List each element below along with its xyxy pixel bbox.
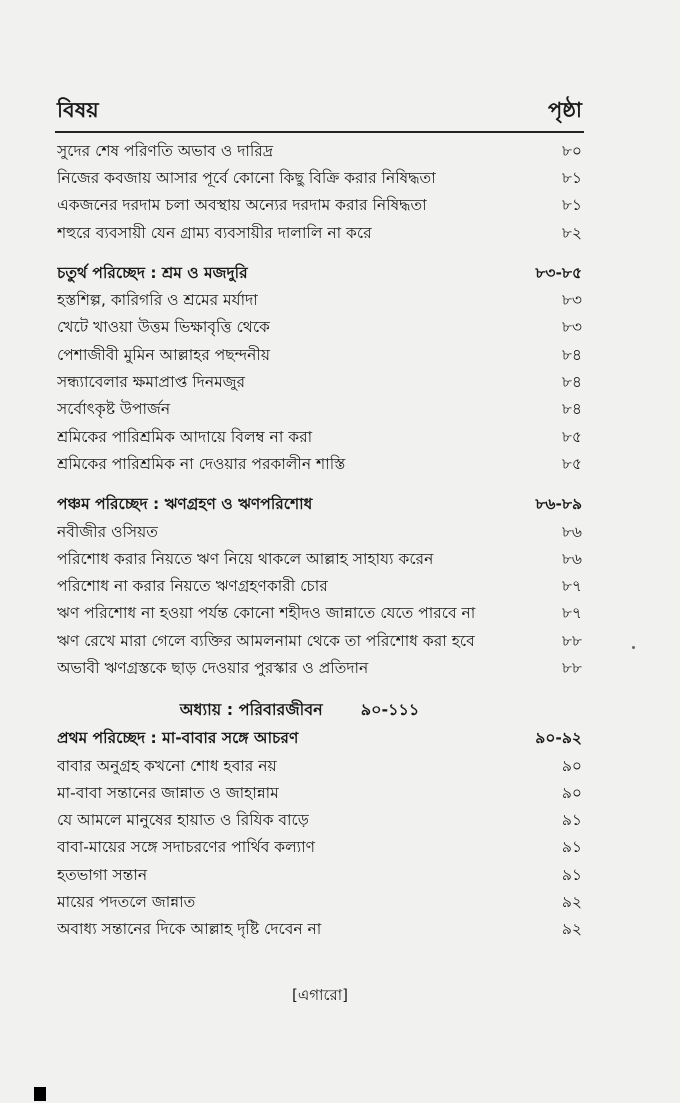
header-rule (55, 131, 584, 133)
entry-title: যে আমলে মানুষের হায়াত ও রিযিক বাড়ে (57, 811, 309, 830)
entry-title: বাবা-মায়ের সঙ্গে সদাচরণের পার্থিব কল্যাণ (57, 838, 316, 857)
toc-entry (57, 546, 582, 573)
toc-entry (57, 315, 582, 342)
entry-title: পরিশোধ করার নিয়তে ঋণ নিয়ে থাকলে আল্লাহ সাহায্য করেন (57, 549, 434, 568)
entry-title: মায়ের পদতলে জান্নাত (57, 893, 196, 912)
group-spacer (57, 247, 582, 260)
entry-title: অবাধ্য সন্তানের দিকে আল্লাহ দৃষ্টি দেবেন না (57, 920, 322, 939)
toc-entry (57, 287, 582, 314)
toc-entry (57, 753, 582, 780)
toc-entry (57, 862, 582, 889)
entry-title: একজনের দরদাম চলা অবস্থায় অন্যের দরদাম করার নিষিদ্ধতা (57, 196, 427, 215)
entry-title: সর্বোৎকৃষ্ট উপার্জন (57, 400, 171, 419)
entry-page-number: ৯২ (561, 893, 582, 912)
toc-header (57, 94, 582, 129)
table-of-contents (57, 138, 582, 944)
group-spacer (57, 479, 582, 492)
chapter-heading (57, 696, 582, 726)
toc-entry (57, 917, 582, 944)
section-title: পঞ্চম পরিচ্ছেদ : ঋণগ্রহণ ও ঋণপরিশোধ (57, 495, 313, 514)
entry-title: সন্ধ্যাবেলার ক্ষমাপ্রাপ্ত দিনমজুর (57, 373, 246, 392)
entry-title: বাবার অনুগ্রহ কখনো শোধ হবার নয় (57, 756, 277, 775)
toc-entry (57, 601, 582, 628)
toc-entry (57, 193, 582, 220)
entry-title: মা-বাবা সন্তানের জান্নাত ও জাহান্নাম (57, 783, 279, 802)
toc-entry (57, 808, 582, 835)
group-spacer (57, 683, 582, 696)
entry-title: অভাবী ঋণগ্রস্তকে ছাড় দেওয়ার পুরস্কার ও প্রতিদান (57, 658, 369, 677)
toc-entry (57, 889, 582, 916)
entry-page-number: ৯১ (561, 811, 582, 830)
entry-page-number: ৮৮ (561, 658, 582, 677)
entry-page-number: ৮৬ (561, 549, 582, 568)
chapter-title: অধ্যায় : পরিবারজীবন (179, 700, 323, 720)
section-heading (57, 726, 582, 753)
toc-entry (57, 519, 582, 546)
entry-page-number: ৯১ (561, 838, 582, 857)
entry-title: হতভাগা সন্তান (57, 865, 148, 884)
entry-page-number: ৮১ (561, 196, 582, 215)
toc-entry (57, 573, 582, 600)
entry-title: পেশাজীবী মুমিন আল্লাহর পছন্দনীয় (57, 345, 270, 364)
subject-column-label: বিষয় (57, 98, 99, 122)
entry-page-number: ৮৩ (561, 291, 582, 310)
section-page-range: ৯০-৯২ (535, 729, 582, 748)
page-number-footer: [এগারো] (292, 986, 348, 1004)
toc-entry (57, 220, 582, 247)
entry-title: শহুরে ব্যবসায়ী যেন গ্রাম্য ব্যবসায়ীর দালালি না করে (57, 223, 372, 242)
entry-title: শ্রমিকের পারিশ্রমিক আদায়ে বিলম্ব না করা (57, 427, 313, 446)
entry-title: ঋণ পরিশোধ না হওয়া পর্যন্ত কোনো শহীদও জান্নাতে যেতে পারবে না (57, 604, 476, 623)
entry-page-number: ৮৮ (561, 631, 582, 650)
entry-page-number: ৮৭ (561, 577, 582, 596)
toc-entry (57, 780, 582, 807)
entry-title: শ্রমিকের পারিশ্রমিক না দেওয়ার পরকালীন শাস্তি (57, 454, 346, 473)
entry-page-number: ৮২ (561, 223, 582, 242)
entry-page-number: ৮৪ (561, 400, 582, 419)
entry-page-number: ৯০ (561, 756, 582, 775)
entry-title: পরিশোধ না করার নিয়তে ঋণগ্রহণকারী চোর (57, 577, 328, 596)
entry-page-number: ৮৫ (561, 427, 582, 446)
toc-entry (57, 397, 582, 424)
toc-entry (57, 424, 582, 451)
entry-page-number: ৯০ (561, 783, 582, 802)
entry-page-number: ৮৪ (561, 345, 582, 364)
toc-entry (57, 138, 582, 165)
speck-mark (632, 646, 635, 649)
section-page-range: ৮৩-৮৫ (535, 263, 582, 282)
entry-page-number: ৮৩ (561, 318, 582, 337)
toc-entry (57, 655, 582, 682)
section-title: চতুর্থ পরিচ্ছেদ : শ্রম ও মজদুরি (57, 263, 248, 282)
entry-title: নবীজীর ওসিয়ত (57, 522, 158, 541)
entry-title: নিজের কবজায় আসার পূর্বে কোনো কিছু বিক্রি করার নিষিদ্ধতা (57, 168, 436, 187)
entry-page-number: ৯১ (561, 865, 582, 884)
toc-entry (57, 835, 582, 862)
page-column-label: পৃষ্ঠা (547, 98, 582, 122)
chapter-page-range: ৯০-১১১ (360, 700, 420, 720)
section-heading (57, 492, 582, 519)
edge-mark (34, 1087, 46, 1101)
section-heading (57, 260, 582, 287)
entry-page-number: ৮৫ (561, 454, 582, 473)
entry-page-number: ৮০ (561, 141, 582, 160)
entry-page-number: ৮১ (561, 168, 582, 187)
section-title: প্রথম পরিচ্ছেদ : মা-বাবার সঙ্গে আচরণ (57, 729, 299, 748)
entry-page-number: ৮৭ (561, 604, 582, 623)
entry-title: খেটে খাওয়া উত্তম ভিক্ষাবৃত্তি থেকে (57, 318, 270, 337)
entry-title: সুদের শেষ পরিণতি অভাব ও দারিদ্র (57, 141, 274, 160)
entry-title: হস্তশিল্প, কারিগরি ও শ্রমের মর্যাদা (57, 291, 258, 310)
entry-page-number: ৮৬ (561, 522, 582, 541)
entry-page-number: ৯২ (561, 920, 582, 939)
toc-entry (57, 628, 582, 655)
toc-entry (57, 342, 582, 369)
entry-title: ঋণ রেখে মারা গেলে ব্যক্তির আমলনামা থেকে তা পরিশোধ করা হবে (57, 631, 475, 650)
entry-page-number: ৮৪ (561, 373, 582, 392)
section-page-range: ৮৬-৮৯ (535, 495, 582, 514)
toc-entry (57, 165, 582, 192)
toc-entry (57, 369, 582, 396)
toc-entry (57, 451, 582, 478)
